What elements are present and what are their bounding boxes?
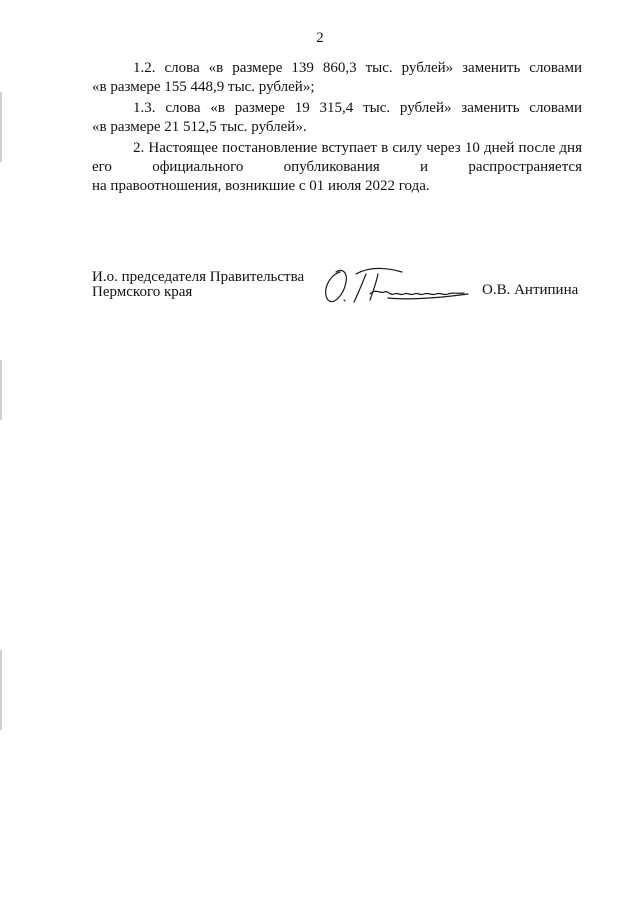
handwritten-signature [318,264,488,308]
scan-edge-mark-top [0,92,2,162]
paragraph-1-3 [92,99,582,137]
paragraph-2 [92,139,582,196]
signatory-position-line: И.о. председателя Правительства [92,269,305,285]
signatory-name: О.В. Антипина [482,282,579,298]
paragraph-1-2 [92,59,582,97]
text-line: 1.2. слова «в размере 139 860,3 тыс. рублей» заменить словами [133,60,582,76]
page-number: 2 [316,30,324,46]
document-body [92,59,582,198]
text-line: «в размере 21 512,5 тыс. рублей». [92,119,307,135]
text-line: 1.3. слова «в размере 19 315,4 тыс. рублей» заменить словами [133,100,582,116]
scan-edge-mark-bottom [0,650,2,730]
text-line: 2. Настоящее постановление вступает в силу через 10 дней после дня [133,140,582,156]
signature-block [92,270,582,310]
text-line: «в размере 155 448,9 тыс. рублей»; [92,79,315,95]
signatory-position-line: Пермского края [92,284,193,300]
text-line: на правоотношения, возникшие с 01 июля 2022 года. [92,178,430,194]
signatory-position [92,270,304,300]
text-line: его официального опубликования и распространяется [92,159,582,175]
scan-edge-mark-middle [0,360,2,420]
